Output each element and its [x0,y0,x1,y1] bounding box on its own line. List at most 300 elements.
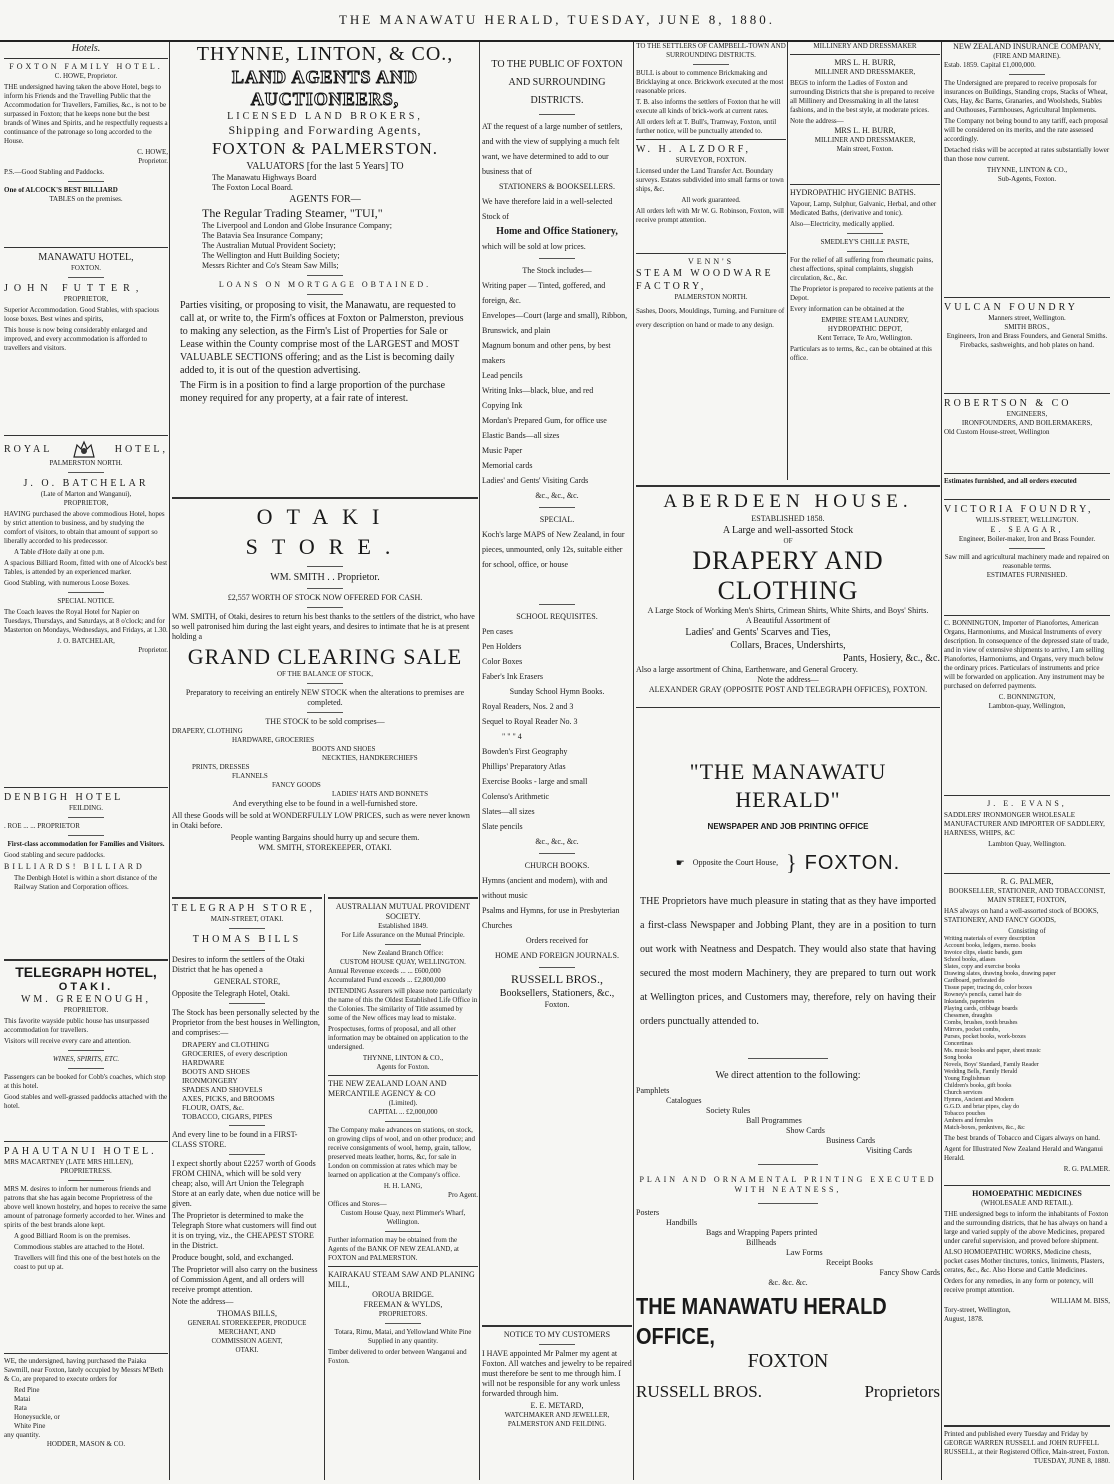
ad-body: T. B. also informs the settlers of Foxton that he will execute all kinds of brick-work at current rates. [636,98,781,115]
list-item: Envelopes—Court (large and small), Ribbon, Brunswick, and plain [482,311,628,335]
ad-body: The Undersigned are prepared to receive proposals for insurances on Buildings, Standing crops, Stacks of Wheat, Oats, Hay, &c Barns, Granaries, and Woolsheds, Stables and Outhouses, Farmhouses, Agricultural Implements. [944,79,1108,114]
sawmill-ad [4,1350,168,1480]
ad-title: NEW ZEALAND INSURANCE COMPANY, [953,42,1101,51]
ad-line: Estimates furnished, and all orders executed [944,477,1077,485]
ad-sign: J. O. BATCHELAR, [57,637,115,645]
divider [944,297,1110,298]
timber-item: Honeysuckle, or [14,1413,60,1421]
list-item: Combs, brushes, tooth brushes [944,1020,1018,1026]
ad-body: Sashes, Doors, Mouldings, Turning, and Furniture of every description on hand or made to any design. [636,307,785,329]
list-item: BOOTS AND SHOES [312,745,376,753]
column-1 [4,42,168,1480]
ad-body: Passengers can be booked for Cobb's coaches, which stop at this hotel. [4,1073,166,1090]
ad-place: MAIN STREET, FOXTON, [987,896,1067,904]
ad-body: BULL is about to commence Brickmaking and Bricklaying at once. Brickwork executed at the most reasonable prices. [636,69,784,95]
divider [229,1154,265,1155]
ad-body: Totara, Rimu, Matai, and Yellowland White Pine [334,1328,472,1336]
otaki-store-ad [172,494,478,892]
list-item: Wedding Bells, Family Herald [944,1069,1018,1075]
ad-role: Pro Agent. [448,1191,478,1199]
ad-body: MRS M. desires to inform her numerous friends and patrons that she has again become Proprietress of the above well known hostelry, and hopes to receive the same amount of patronage formerly accorded to her. Wines and spirits of the best brands alone kept. [4,1185,167,1229]
ad-title: NOTICE TO MY CUSTOMERS [503,1330,611,1339]
ad-subhead: WINES, SPIRITS, ETC. [52,1055,120,1063]
list-item: Psalms and Hymns, for use in Presbyterian Churches [482,906,620,930]
divider [1009,74,1045,75]
ad-line: ESTIMATES FURNISHED. [986,571,1068,579]
list-item: Invoice clips, elastic bands, gum [944,950,1023,956]
column-rule [479,42,480,1480]
list-item: Hymns (ancient and modern), with and without music [482,876,608,900]
divider [68,835,104,836]
ad-line: ESTABLISHED 1858. [751,514,825,523]
ad-title: ROBERTSON & CO [944,398,1072,409]
ad-owner: J. O. BATCHELAR [23,478,149,489]
divider [4,959,168,961]
list-item: Match-boxes, penknives, &c., &c [944,1125,1025,1131]
divider [68,592,104,593]
ad-body: A Table d'Hote daily at one p.m. [14,548,105,556]
divider [307,275,343,276]
list-item: Slate pencils [482,822,523,831]
divider [944,499,1110,500]
ad-place: Lambton-quay, Wellington, [988,702,1066,710]
divider [4,1141,168,1142]
ad-line: OF THE BALANCE OF STOCK, [276,670,373,678]
ad-owner: MRS L. H. BURR, [834,58,896,67]
divider [68,1050,104,1051]
stationers-ad [482,56,632,596]
ad-owner: WM. SMITH . . Proprietor. [270,572,380,583]
ad-role: PROPRIETOR, [63,295,109,303]
imprint-date: TUESDAY, JUNE 8, 1880. [1033,1457,1110,1465]
column-5 [790,42,940,480]
ad-role: Engineer, Boiler-maker, Iron and Brass Founder. [958,535,1096,543]
ad-body: We have therefore laid in a well-selected Stock of [482,197,613,221]
nz-insurance-ad [944,42,1110,294]
divider [4,435,168,436]
list-item: Law Forms [786,1248,823,1257]
list-item: Magnum bonum and other pens, by best makers [482,341,611,365]
ad-place: OTAKI. [235,1346,259,1354]
list-item: Bowden's First Geography [482,747,568,756]
list-item: Church services [944,1090,983,1096]
list-item: DRAPERY and CLOTHING [182,1040,270,1049]
list-item: GROCERIES, of every description [182,1049,288,1058]
ad-body: The Coach leaves the Royal Hotel for Napier on Tuesdays, Thursdays, and Saturdays, at 8 o'clock; and for Masterton on Mondays, Wednesdays, and Fridays, at 1.30. [4,608,168,634]
list-item: The Liverpool and London and Globe Insurance Company; [202,221,392,230]
ad-billiard: One of ALCOCK'S BEST BILLIARD [4,186,118,194]
list-item: Slates—all sizes [482,807,535,816]
ad-body: The Company make advances on stations, on stock, on growing clips of wool, and on other produce; and receive consignments of wool, hemp, grain, tallow, preserved meats leather, horns, &c, for sale in London on commission at rates which may be learned on application at the Company's office. [328,1126,475,1179]
masthead [0,0,1114,42]
divider [539,258,575,259]
divider [636,139,786,140]
divider [790,184,940,185]
divider [385,1231,421,1232]
divider [636,485,940,487]
ad-title: AUSTRALIAN MUTUAL PROVIDENT SOCIETY. [335,902,471,921]
ad-line: (Limited). [388,1099,418,1107]
ad-title: DENBIGH HOTEL [4,792,124,803]
ad-date: August, 1878. [944,1315,984,1323]
divider [944,473,1110,474]
ad-body: The Firm is in a position to find a large proportion of the purchase money required for any property, at a fair rate of interest. [180,380,446,404]
list-item: Pen Holders [482,642,522,651]
ad-line: Annual Revenue exceeds ... ... £600,000 [328,967,441,975]
list-item: FANCY GOODS [272,781,321,789]
ad-line: A Large and well-assorted Stock [722,525,854,536]
divider [307,588,343,589]
ad-title: VULCAN FOUNDRY [944,302,1078,313]
ad-line: LICENSED LAND BROKERS, [227,111,423,122]
column-6 [944,42,1110,1480]
ad-sign: THYNNE, LINTON & CO., [986,166,1068,174]
divider [68,817,104,818]
thynne-linton-ad [172,42,478,482]
list-item: Ladies' and Gents' Visiting Cards [482,476,589,485]
ad-place: MAIN-STREET, OTAKI. [210,915,284,923]
list-item: Writing Inks—black, blue, and red [482,386,594,395]
ad-place: FOXTON. [70,264,101,272]
ad-title: TO THE SETTLERS OF CAMPBELL-TOWN AND SURROUNDING DISTRICTS. [636,42,786,59]
column-rule [324,894,325,1480]
ad-place: PALMERSTON NORTH. [674,293,748,301]
list-item: Account books, ledgers, memo. books [944,943,1036,949]
list-item: HOME AND FOREIGN JOURNALS. [494,951,619,960]
ad-place: Old Custom House-street, Wellington [944,428,1050,436]
hydropathic-ad [790,184,940,363]
ad-body: AT the request of a large number of settlers, and with the view of supplying a much felt want, we have determined to add to our business that of [482,122,623,176]
ad-sign: MRS L. H. BURR, [834,126,896,135]
pointing-hand-icon: ☛ [675,857,685,869]
ad-title: OTAKI STORE. [245,504,405,559]
ad-body: All orders left with Mr W. G. Robinson, Foxton, will receive prompt attention. [636,207,784,224]
divider [944,393,1110,394]
ad-line: Pants, Hosiery, &c., &c. [842,653,940,664]
ad-place: Manners street, Wellington. [988,314,1066,322]
ad-role: ENGINEERS, [1006,410,1048,418]
ad-body: Superior Accommodation. Good Stables, with spacious loose boxes. Best wines and spirits, [4,306,159,323]
ad-title: VICTORIA FOUNDRY, [944,504,1094,515]
ad-sign-role: Proprietor. [138,646,168,654]
ad-role: BOOKSELLER, STATIONER, AND TOBACCONIST, [948,887,1106,895]
ad-body: People wanting Bargains should hurry up and secure them. [230,833,420,842]
ad-body: And every line to be found in a FIRST-CLASS STORE. [172,1130,298,1149]
list-item: G.G.D. and briar pipes, clay do [944,1104,1020,1110]
divider [385,1323,421,1324]
ad-line: PLAIN AND ORNAMENTAL PRINTING EXECUTED WITH NEATNESS, [639,1175,937,1194]
ad-line: Established 1849. [378,922,428,930]
ad-body: Every information can be obtained at the [790,305,905,313]
ad-line: Collars, Braces, Undershirts, [730,640,846,651]
timber-item: Rata [14,1404,27,1412]
masthead-title: THE MANAWATU HERALD, TUESDAY, JUNE 8, 1880. [338,12,776,27]
ad-body: A good Billiard Room is on the premises. [14,1232,131,1240]
list-item: Young Englishman [944,1076,990,1082]
divider [790,54,940,55]
ad-title: ABERDEEN HOUSE. [663,491,913,512]
ad-title: MANAWATU HOTEL, [38,252,134,263]
ad-body: Prospectuses, forms of proposal, and all other information may be obtained on application to the undersigned. [328,1025,469,1051]
ad-body: BEGS to inform the Ladies of Foxton and surrounding Districts that she is prepared to receive all Millinery and Dressmaking in all the latest fashions, and in the best style, at moderate prices. [790,79,935,114]
ad-line: Estab. 1859. Capital £1,000,000. [944,61,1036,69]
denbigh-hotel-ad [4,784,168,954]
ad-line: THE STOCK to be sold comprises— [265,717,385,726]
ad-line: LOANS ON MORTGAGE OBTAINED. [218,280,432,289]
list-item: AXES, PICKS, and BROOMS [182,1094,275,1103]
ad-body: The Proprietor is prepared to receive patients at the Depot. [790,285,934,302]
ad-body: Further information may be obtained from the Agents of the BANK OF NEW ZEALAND, at FOXTON and PALMERSTON. [328,1236,459,1262]
ad-line: We direct attention to the following: [715,1070,861,1081]
ad-title: THE NEW ZEALAND LOAN AND MERCANTILE AGENCY & CO [328,1079,447,1098]
divider [307,607,343,608]
ad-body: Agent for Illustrated New Zealand Herald and Wanganui Herald. [944,1145,1103,1162]
list-item: Drawing slates, drawing books, drawing paper [944,971,1056,977]
list-item: The Australian Mutual Provident Society; [202,241,336,250]
divider [385,944,421,945]
divider [385,1121,421,1122]
divider [636,707,940,708]
timber-item: White Pine [14,1422,46,1430]
list-item: Rowney's pencils, camel hair do [944,992,1022,998]
list-item: " " " 4 [502,732,522,741]
ad-owner: FREEMAN & WYLDS, [363,1300,443,1309]
divider [847,233,883,234]
ad-sign: H. H. LANG, [383,1182,423,1190]
imprint [944,1422,1110,1478]
list-item: TOBACCO, CIGARS, PIPES [182,1112,273,1121]
divider [1009,548,1045,549]
royal-hotel-ad [4,432,168,782]
list-item: Copying Ink [482,401,523,410]
ad-body: The Company not being bound to any tariff, each proposal will be considered on its merits, and the rate assessed accordingly. [944,117,1108,143]
surveyor-ad [636,139,786,225]
royal-crest-icon [71,439,97,459]
ad-body: Particulars as to terms, &c., can be obtained at this office. [790,345,932,362]
divider [68,1068,104,1069]
ad-body: All orders left at T. Bull's, Tramway, Foxton, until further notice, will be punctually attended to. [636,118,777,135]
list-item: Sequel to Royal Reader No. 3 [482,717,578,726]
divider [307,294,343,295]
ad-line: The Regular Trading Steamer, "TUI," [202,206,383,220]
ad-place: OTAKI. [58,981,114,993]
ad-headline: THE MANAWATU HERALD OFFICE, [636,1294,887,1350]
ad-title: STEAM WOODWARE FACTORY, [636,268,774,292]
divider [328,1266,478,1267]
divider [172,497,478,499]
manawatu-herald-ad: "THE MANAWATU HERALD" NEWSPAPER AND JOB PRINTING OFFICE ☛ Opposite the Court House, } FOXTON. THE Proprietors have much pleasure in stating that as they have imported a first-class Newspaper and Jobbing Plant, they are in a position to turn out work with Neatness and Despatch. They would also state that having secured the most modern Machinery, they are prepared to turn out work at Wellington prices, and Customers may, therefore, rely on having their orders punctually attended to. We direct attention to the following: Pamphlets Catalogues Society Rules Ball Programmes Show Cards Business Cards Visiting Cards PLAIN AND ORNAMENTAL PRINTING EXECUTED WITH NEATNESS, Posters Handbills Bags and Wrapping Papers printed Billheads Law Forms Receipt Books Fancy Show Cards &c. &c. &c. THE MANAWATU HERALD OFFICE, FOXTON RUSSELL BROS. Proprietors [636,704,940,1454]
list-item: LADIES' HATS AND BONNETS [332,790,428,798]
ad-title: TELEGRAPH HOTEL, [15,964,157,980]
ad-body: Good stabling and secure paddocks. [4,851,105,859]
list-item: Children's books, gift books [944,1083,1012,1089]
list-item: BOOTS AND SHOES [182,1067,250,1076]
list-item: The Wellington and Hutt Building Society; [202,251,340,260]
ad-title: HOTEL, [114,443,168,455]
divider [4,58,168,59]
divider [758,1203,818,1204]
ad-role: MERCHANT, AND [218,1328,276,1336]
list-item: Messrs Richter and Co's Steam Saw Mills; [202,261,339,270]
nz-loan-agency-ad [328,1075,478,1263]
ad-body: This house is now being considerably enlarged and improved, and every accommodation is afforded to travellers and visitors. [4,326,148,352]
ad-sign: RUSSELL BROS. [636,1382,762,1401]
list-item: Bags and Wrapping Papers printed [706,1228,818,1237]
list-item: Concertinas [944,1041,973,1047]
ad-role: PROPRIETRESS. [60,1167,112,1175]
divider [68,181,104,182]
ad-note: (Late of Marton and Wanganui), [40,490,132,498]
ad-subtitle: (FIRE AND MARINE). [993,52,1061,60]
list-item: Society Rules [706,1106,751,1115]
ad-body: Saw mill and agricultural machinery made and repaired on reasonable terms. [944,553,1110,570]
column-rule [633,42,634,1480]
ad-body: The best brands of Tobacco and Cigars always on hand. [944,1134,1101,1142]
telegraph-hotel-ad [4,956,168,1136]
divider [539,853,575,854]
list-item: FLANNELS [232,772,268,780]
divider [539,967,575,968]
list-item: DRAPERY, CLOTHING [172,727,243,735]
ad-headline: GRAND CLEARING SALE [187,644,463,669]
ad-title: PAHAUTANUI HOTEL. [4,1146,157,1157]
bonnington-ad [944,612,1110,790]
list-item: Hymns, Ancient and Modern [944,1097,1014,1103]
ad-body: SADDLERS' IRONMONGER WHOLESALE MANUFACTURER AND IMPORTER OF SADDLERY, HARNESS, WHIPS, &C [944,811,1105,837]
column-rule [169,42,170,1480]
ad-line: HYDROPATHIC DEPOT, [827,325,903,333]
ad-line: CUSTOM HOUSE QUAY, WELLINGTON. [340,958,466,966]
list-item: The Foxton Local Board. [212,183,293,192]
ad-place: Main street, Foxton. [836,145,894,153]
list-item: Visiting Cards [866,1146,912,1155]
robertson-ad [944,390,1110,470]
list-item: The Manawatu Highways Board [212,173,317,182]
divider [172,897,322,899]
list-item: Writing paper — Tinted, goffered, and foreign, &c. [482,281,606,305]
ad-place: FOXTON. [804,851,901,874]
palmer-bookseller-ad [944,870,1110,1180]
ad-role: WATCHMAKER AND JEWELLER, PALMERSTON AND FEILDING. [504,1411,610,1428]
ad-sign: THOMAS BILLS, [216,1309,277,1318]
ad-owner: THOMAS BILLS [192,934,302,945]
divider [229,950,265,951]
estimates-line [944,470,1110,494]
ad-sign: ALEXANDER GRAY (OPPOSITE POST AND TELEGRAPH OFFICES), FOXTON. [648,685,928,694]
divider [944,1185,1110,1186]
ad-body: The Denbigh Hotel is within a short distance of the Railway Station and Corporation offices. [14,874,158,891]
amp-society-ad [328,897,478,1072]
list-item: Sunday School Hymn Books. [509,687,605,696]
ad-place: PALMERSTON NORTH. [49,459,123,467]
column-rule [787,42,788,480]
list-item: Colenso's Arithmetic [482,792,549,801]
foxton-family-hotel-ad [4,42,168,244]
list-item: Catalogues [666,1096,702,1105]
ad-sign: R. G. PALMER. [1063,1165,1110,1173]
list-item: &c., &c., &c. [535,837,579,846]
ad-sign: E. E. METARD, [530,1401,584,1410]
list-item: Pen cases [482,627,513,636]
divider [539,507,575,508]
divider [68,277,104,278]
divider [758,1164,818,1165]
ad-body: Parties visiting, or proposing to visit, the Manawatu, are requested to call at, or write to, the Firm's offices at Foxton or Palmerston, previous to making any selection, as the Firm's List of Properties for Sale or Lease within the County comprise most of the LARGEST and MOST VALUABLE SECTIONS offering; and as the List is becoming daily added to, it is out of the question advertising. [180,300,464,376]
ad-body: any quantity. [4,1431,41,1439]
divider [307,683,343,684]
divider [68,1180,104,1181]
ad-owner: E. SEAGAR, [990,525,1064,534]
ad-body: Travellers will find this one of the best hotels on the coast to put up at. [14,1254,160,1271]
list-item: Tobacco pouches [944,1111,986,1117]
ad-title: "THE MANAWATU HERALD" [689,759,887,812]
ad-subhead: SMEDLEY'S CHILLE PASTE, [820,238,910,246]
divider [539,604,575,605]
ad-title: ROYAL [4,443,53,455]
telegraph-store-ad [172,894,322,1480]
ad-sign: WM. SMITH, STOREKEEPER, OTAKI. [258,843,392,852]
ad-body: Preparatory to receiving an entirely NEW STOCK when the alterations to premises are completed. [185,688,465,707]
ad-body: I expect shortly about £2257 worth of Goods FROM CHINA, which will be sold very cheap; also, will Art Union the Telegraph Store at an early date, when due notice will be given. [172,1159,320,1208]
ad-line: OF [783,537,793,545]
ad-title: KAIRAKAU STEAM SAW AND PLANING MILL, [328,1270,475,1289]
ad-role: MILLINER AND DRESSMAKER, [814,136,916,144]
ad-subhead: BILLIARDS! BILLIARD [4,862,145,871]
ad-role: GENERAL STOREKEEPER, PRODUCE [187,1319,307,1327]
list-item: Playing cards, cribbage boards [944,1006,1018,1012]
list-item: Ball Programmes [746,1116,802,1125]
list-item: Color Boxes [482,657,523,666]
list-item: Chessmen, draughts [944,1013,993,1019]
ad-title: FOXTON FAMILY HOTEL. [9,62,163,71]
list-item: HARDWARE, GROCERIES [232,736,315,744]
ad-body: Also a large assortment of China, Earthenware, and General Grocery. [636,665,858,674]
list-item: Royal Readers, Nos. 2 and 3 [482,702,574,711]
list-item: Receipt Books [826,1258,873,1267]
ad-body: Commodious stables are attached to the Hotel. [14,1243,145,1251]
ad-body: A spacious Billiard Room, fitted with one of Alcock's best Tables, is attended by an experienced marker. [4,559,168,576]
divider [693,64,729,65]
section-heading: Hotels. [71,43,101,54]
divider [944,873,1110,874]
list-item: Posters [636,1208,660,1217]
ad-body: All work guaranteed. [681,196,741,204]
wide-columns-4-5 [636,482,940,1480]
ad-owner: SMITH BROS., [1004,323,1050,331]
ad-body: Also—Electricity, medically applied. [790,220,895,228]
list-item: Lead pencils [482,371,523,380]
imprint-text: Printed and published every Tuesday and Friday by GEORGE WARREN RUSSELL and JOHN RUFFELL RUSSELL, at their Registered Office, Main-street, Foxton. [944,1430,1110,1456]
ad-body: Note the address— [790,117,844,125]
ad-title: HYDROPATHIC HYGIENIC BATHS. [790,188,916,197]
ad-place: Foxton. [544,1000,570,1009]
list-item: HARDWARE [182,1058,225,1067]
ad-role: Sub-Agents, Foxton. [997,175,1057,183]
ad-body: Detached risks will be accepted at rates substantially lower than those now current. [944,146,1110,163]
palmer-item-list [944,936,1110,1132]
homeopathic-ad [944,1182,1110,1382]
ad-line: EMPIRE STEAM LAUNDRY, [821,316,909,324]
ad-owner: . ROE ... ... PROPRIETOR [4,822,80,830]
ad-line: A Beautiful Assortment of [745,616,831,625]
ad-sign: HODDER, MASON & CO. [46,1440,126,1448]
list-item: &c. &c. &c. [768,1278,808,1287]
divider [482,1325,632,1327]
divider [944,1425,1110,1427]
ad-subhead: SCHOOL REQUISITES. [516,612,598,621]
divider [229,1003,265,1004]
ad-role: PROPRIETORS. [378,1310,428,1318]
